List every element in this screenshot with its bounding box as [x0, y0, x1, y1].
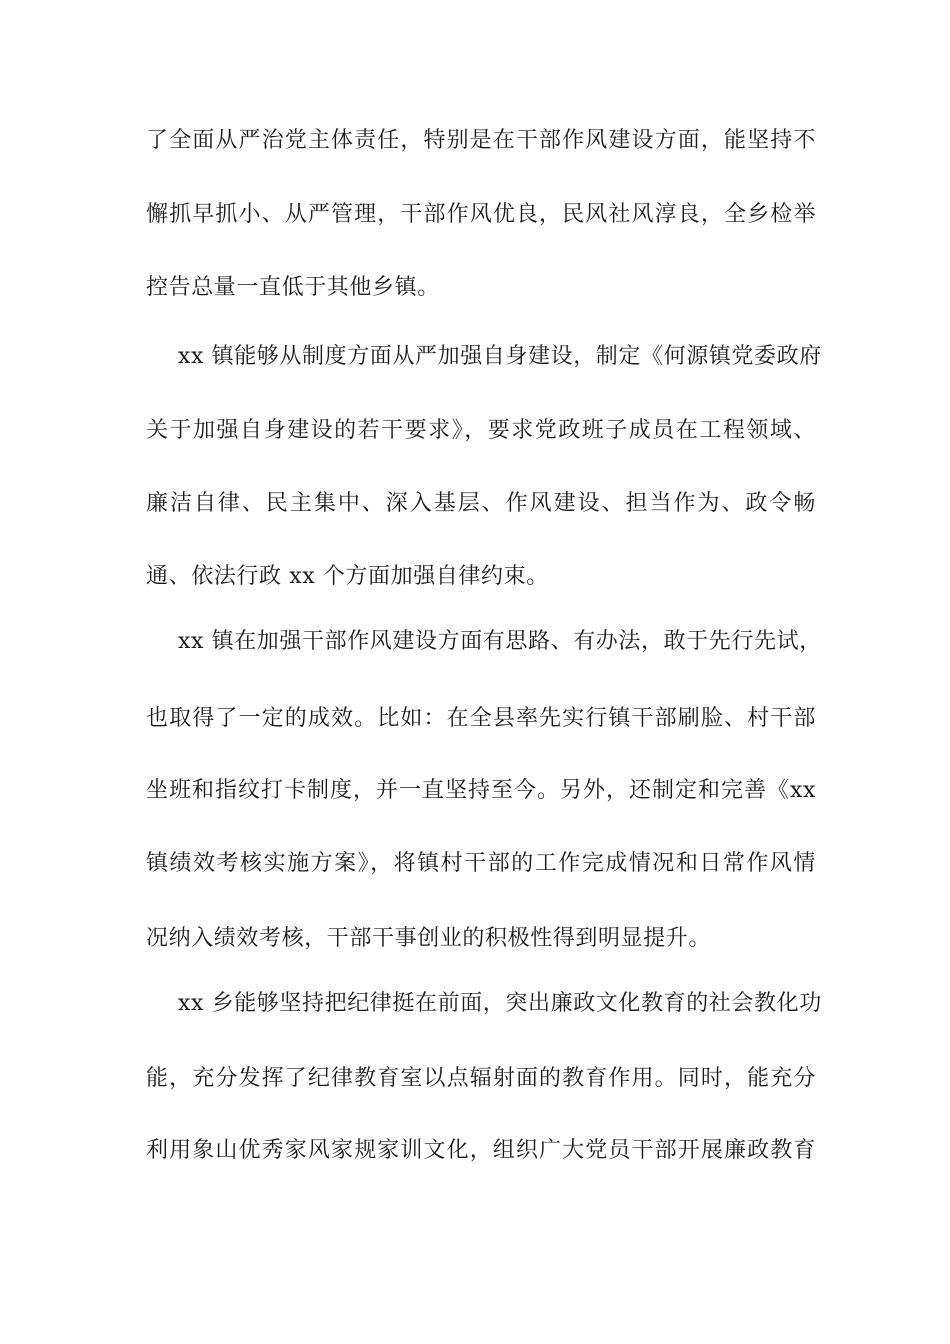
text-line: 懈抓早抓小、从严管理，干部作风优良，民风社风淳良，全乡检举: [146, 202, 816, 227]
text-line: 通、依法行政 xx 个方面加强自律约束。: [146, 564, 549, 589]
paragraph-start-line: xx 乡能够坚持把纪律挺在前面，突出廉政文化教育的社会教化功: [178, 991, 822, 1016]
text-line: 了全面从严治党主体责任，特别是在干部作风建设方面，能坚持不: [146, 128, 816, 153]
text-line: 能，充分发挥了纪律教育室以点辐射面的教育作用。同时，能充分: [146, 1066, 816, 1091]
text-line: 利用象山优秀家风家规家训文化，组织广大党员干部开展廉政教育: [146, 1138, 816, 1163]
text-line: 况纳入绩效考核，干部干事创业的积极性得到明显提升。: [146, 926, 712, 951]
text-line: 关于加强自身建设的若干要求》，要求党政班子成员在工程领域、: [146, 418, 816, 443]
text-line: 控告总量一直低于其他乡镇。: [146, 275, 440, 300]
text-line: 廉洁自律、民主集中、深入基层、作风建设、担当作为、政令畅: [146, 491, 816, 516]
text-line: 坐班和指纹打卡制度，并一直坚持至今。另外，还制定和完善《xx: [146, 778, 816, 803]
text-line: 也取得了一定的成效。比如：在全县率先实行镇干部刷脸、村干部: [146, 706, 816, 731]
paragraph-start-line: xx 镇在加强干部作风建设方面有思路、有办法，敢于先行先试，: [178, 629, 822, 654]
text-line: 镇绩效考核实施方案》，将镇村干部的工作完成情况和日常作风情: [146, 851, 816, 876]
paragraph-start-line: xx 镇能够从制度方面从严加强自身建设，制定《何源镇党委政府: [178, 344, 822, 369]
